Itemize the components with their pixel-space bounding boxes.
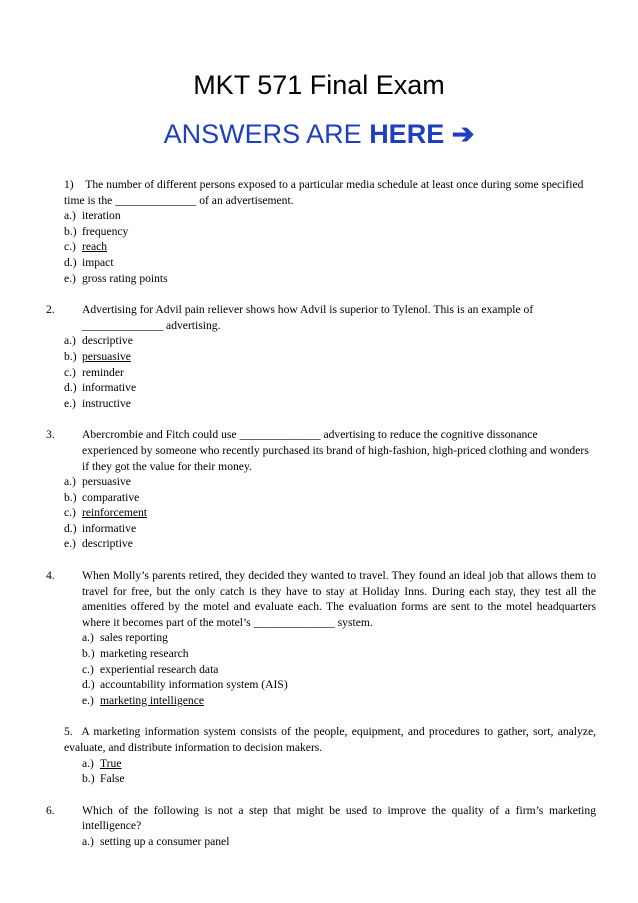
option-text: descriptive — [82, 537, 133, 551]
option — [64, 646, 596, 662]
option-label: a.) — [64, 209, 76, 223]
question-number: 3. — [46, 428, 55, 442]
option-text: marketing intelligence — [100, 693, 204, 707]
option-text: descriptive — [82, 334, 133, 348]
option-label: d.) — [64, 381, 77, 395]
exam-body — [46, 177, 596, 850]
question-text: Abercrombie and Fitch could use ______________ advertising to reduce the cognitive dissonance experienced by someone who recently purchased its brand of high-fashion, high-priced clothing and wonders if they got the value for their money. — [82, 428, 589, 473]
option — [64, 474, 596, 490]
option-label: b.) — [64, 349, 77, 363]
exam-title: MKT 571 Final Exam — [193, 70, 445, 100]
option-text: gross rating points — [82, 271, 168, 285]
option-text: reinforcement — [82, 506, 148, 520]
option-text: comparative — [82, 490, 140, 504]
option-text: reach — [82, 240, 108, 254]
option-label: b.) — [64, 224, 77, 238]
option-label: b.) — [82, 772, 95, 786]
option-correct — [64, 349, 596, 365]
option-text: persuasive — [82, 349, 131, 363]
option-text: marketing research — [100, 647, 189, 661]
option-label: d.) — [64, 255, 77, 269]
question-number: 1) — [64, 178, 74, 191]
option-label: c.) — [64, 365, 76, 379]
option — [64, 490, 596, 506]
option — [64, 396, 596, 412]
option-label: b.) — [64, 490, 77, 504]
option-label: a.) — [82, 756, 94, 770]
option-label: e.) — [64, 537, 76, 551]
question-number: 4. — [46, 569, 55, 583]
question-6 — [46, 803, 596, 850]
question-text: Advertising for Advil pain reliever shows how Advil is superior to Tylenol. This is an example of ______________ advertising. — [82, 303, 534, 332]
option-correct — [64, 239, 596, 255]
option-text: True — [100, 756, 122, 770]
option — [64, 255, 596, 271]
question-1 — [64, 177, 596, 286]
option-correct — [64, 756, 596, 772]
option — [64, 771, 596, 787]
option — [64, 521, 596, 537]
option-text: persuasive — [82, 475, 131, 489]
option-text: impact — [82, 255, 114, 269]
answers-link-text: ANSWERS ARE — [163, 119, 370, 149]
option — [64, 834, 596, 850]
option-label: c.) — [82, 662, 94, 676]
option — [64, 208, 596, 224]
option-label: d.) — [82, 678, 95, 692]
question-text: A marketing information system consists of the people, equipment, and procedures to gather, sort, analyze, evaluate, and distribute information to decision makers. — [64, 725, 596, 754]
option-label: c.) — [64, 240, 76, 254]
question-3 — [46, 427, 596, 552]
question-text: Which of the following is not a step that might be used to improve the quality of a firm’s marketing intelligence? — [82, 803, 596, 833]
question-number: 6. — [46, 803, 55, 817]
question-text: When Molly’s parents retired, they decided they wanted to travel. They found an ideal job that allows them to travel for free, but the only catch is they have to stay at Holiday Inns. During each stay, they test all the amenities offered by the motel and evaluate each. The evaluation forms are sent to the motel headquarters where it becomes part of the motel’s ______________ system. — [82, 569, 596, 629]
option — [64, 271, 596, 287]
option — [64, 536, 596, 552]
option-text: iteration — [82, 209, 121, 223]
option-label: d.) — [64, 521, 77, 535]
option-correct — [64, 693, 596, 709]
option-label: e.) — [64, 396, 76, 410]
option-label: a.) — [82, 631, 94, 645]
option-label: c.) — [64, 506, 76, 520]
option-text: accountability information system (AIS) — [100, 678, 288, 692]
option-label: e.) — [82, 693, 94, 707]
question-text: The number of different persons exposed to a particular media schedule at least once during some specified time is the ______________ of an advertisement. — [64, 178, 584, 207]
question-2 — [46, 302, 596, 411]
option-text: sales reporting — [100, 631, 168, 645]
answers-link-here: HERE — [369, 119, 445, 149]
question-number: 2. — [46, 303, 55, 317]
option-text: instructive — [82, 396, 131, 410]
answers-link[interactable] — [0, 119, 638, 150]
option — [64, 224, 596, 240]
option — [64, 333, 596, 349]
option-label: a.) — [64, 334, 76, 348]
option-label: a.) — [64, 475, 76, 489]
option-text: frequency — [82, 224, 129, 238]
arrow-right-icon: ➔ — [451, 119, 475, 149]
option — [64, 662, 596, 678]
option-label: a.) — [82, 834, 94, 848]
option-text: False — [100, 772, 125, 786]
option-label: b.) — [82, 647, 95, 661]
option-text: experiential research data — [100, 662, 219, 676]
option-text: informative — [82, 521, 137, 535]
option — [64, 677, 596, 693]
question-5 — [64, 724, 596, 786]
option-correct — [64, 505, 596, 521]
option-text: reminder — [82, 365, 124, 379]
question-4 — [46, 568, 596, 708]
option — [64, 630, 596, 646]
option-label: e.) — [64, 271, 76, 285]
option — [64, 380, 596, 396]
question-number: 5. — [64, 725, 73, 739]
option-text: informative — [82, 381, 137, 395]
option — [64, 365, 596, 381]
option-text: setting up a consumer panel — [100, 834, 230, 848]
